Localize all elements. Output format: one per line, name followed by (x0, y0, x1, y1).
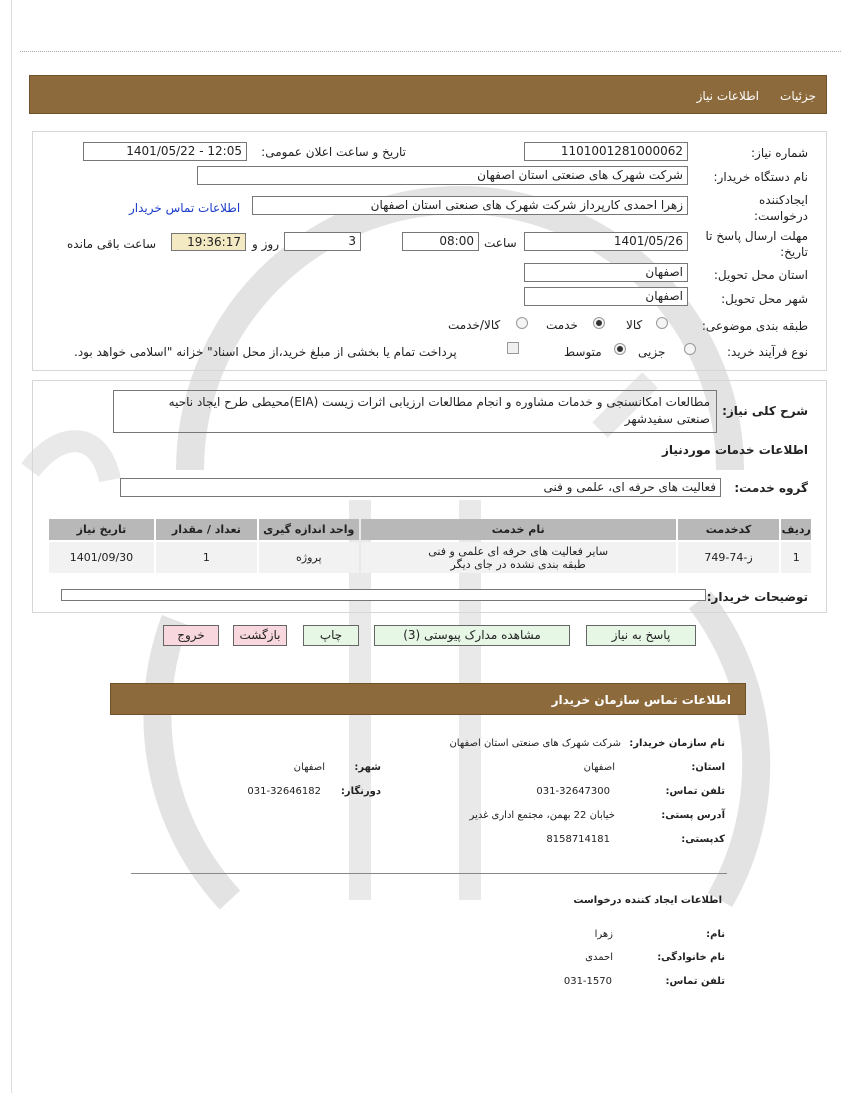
services-table-header (49, 519, 811, 540)
org-city-value: اصفهان (293, 762, 325, 773)
buyer-notes-label: توضیحات خریدار: (706, 590, 808, 604)
province-label: استان محل تحویل: (713, 268, 808, 282)
org-phone-label: تلفن تماس: (665, 786, 725, 797)
cell-qty: 1 (156, 542, 257, 573)
top-divider (20, 51, 841, 52)
col-date: تاریخ نیاز (49, 519, 154, 540)
creator-label-2: درخواست: (754, 209, 808, 223)
description-label: شرح کلی نیاز: (722, 404, 808, 418)
services-heading: اطلاعات خدمات موردنیاز (661, 443, 808, 457)
time-label: ساعت (484, 236, 517, 250)
org-province-value: اصفهان (583, 762, 615, 773)
treasury-payment-note: پرداخت تمام یا بخشی از مبلغ خرید،از محل اسناد" خزانه "اسلامی خواهد بود. (74, 345, 457, 359)
remaining-label: ساعت باقی مانده (67, 237, 157, 251)
org-province-label: استان: (691, 762, 725, 773)
category-goods-radio[interactable] (656, 317, 668, 329)
category-both-radio[interactable] (516, 317, 528, 329)
announce-label: تاریخ و ساعت اعلان عمومی: (261, 145, 406, 159)
creator-field: زهرا احمدی کارپرداز شرکت شهرک های صنعتی استان اصفهان (252, 196, 688, 215)
col-code: کدخدمت (678, 519, 780, 540)
category-service-radio[interactable] (593, 317, 605, 329)
process-minor-radio[interactable] (684, 343, 696, 355)
org-name-label: نام سازمان خریدار: (629, 738, 725, 749)
category-goods-label: کالا (626, 318, 643, 332)
org-fax-value: 031-32646182 (247, 786, 321, 797)
deadline-label-2: تاریخ: (780, 245, 808, 259)
category-label: طبقه بندی موضوعی: (701, 319, 808, 333)
remaining-timer: 19:36:17 (171, 233, 246, 251)
requester-first-label: نام: (706, 929, 725, 940)
description-line-2: صنعتی سفیدشهر (624, 412, 710, 426)
service-group-label: گروه خدمت: (734, 481, 808, 495)
process-label: نوع فرآیند خرید: (727, 345, 808, 359)
attachments-button[interactable]: مشاهده مدارک پیوستی (3) (374, 625, 570, 646)
requester-last-value: احمدی (585, 952, 613, 963)
org-phone-value: 031-32647300 (536, 786, 610, 797)
buyer-label: نام دستگاه خریدار: (713, 170, 808, 184)
org-contact-bar (110, 683, 746, 715)
deadline-time-field: 08:00 (402, 232, 479, 251)
org-postal-label: کدپستی: (681, 834, 725, 845)
requester-last-label: نام خانوادگی: (657, 952, 725, 963)
left-border (11, 0, 12, 1093)
cell-code: ز-74-749 (678, 542, 780, 573)
description-line-1: مطالعات امکانسنجی و خدمات مشاوره و انجام مطالعات ارزیابی اثرات زیست (EIA)محیطی طرح ایجاد ناحیه (168, 395, 710, 409)
col-name: نام خدمت (361, 519, 676, 540)
creator-label-1: ایجادکننده (759, 193, 808, 207)
service-group-field: فعالیت های حرفه ای، علمی و فنی (120, 478, 721, 497)
requester-phone-value: 031-1570 (563, 976, 612, 987)
org-name-value: شرکت شهرک های صنعتی استان اصفهان (449, 738, 621, 749)
deadline-date-field: 1401/05/26 (524, 232, 688, 251)
cell-name (361, 542, 676, 573)
province-field: اصفهان (524, 263, 688, 282)
cell-row: 1 (781, 542, 811, 573)
table-row (49, 542, 811, 573)
org-postal-value: 8158714181 (546, 834, 610, 845)
section-divider (131, 873, 727, 874)
need-number-field: 1101001281000062 (524, 142, 688, 161)
cell-unit: پروژه (259, 542, 359, 573)
day-label: روز و (252, 237, 279, 251)
org-address-label: آدرس پستی: (661, 810, 725, 821)
process-medium-radio[interactable] (614, 343, 626, 355)
tab-need-info[interactable]: اطلاعات نیاز (696, 89, 759, 103)
back-button[interactable]: بازگشت (233, 625, 287, 646)
exit-button[interactable]: خروج (163, 625, 219, 646)
description-box (113, 390, 717, 433)
process-minor-label: جزیی (638, 345, 666, 359)
requester-title: اطلاعات ایجاد کننده درخواست (573, 895, 722, 906)
org-contact-title: اطلاعات تماس سازمان خریدار (551, 693, 731, 707)
cell-name-line-1: سایر فعالیت های حرفه ای علمی و فنی (428, 544, 609, 558)
reply-button[interactable]: پاسخ به نیاز (586, 625, 696, 646)
city-label: شهر محل تحویل: (721, 292, 808, 306)
treasury-payment-checkbox[interactable] (507, 342, 519, 354)
col-unit: واحد اندازه گیری (259, 519, 359, 540)
need-number-label: شماره نیاز: (751, 146, 808, 160)
days-field: 3 (284, 232, 361, 251)
requester-first-value: زهرا (594, 929, 613, 940)
org-city-label: شهر: (354, 762, 381, 773)
tab-details[interactable]: جزئیات (780, 89, 816, 103)
category-service-label: خدمت (546, 318, 578, 332)
org-address-value: خیابان 22 بهمن، مجتمع اداری غدیر (469, 810, 615, 821)
buyer-field: شرکت شهرک های صنعتی استان اصفهان (197, 166, 688, 185)
col-row: ردیف (781, 519, 811, 540)
process-medium-label: متوسط (564, 345, 602, 359)
org-fax-label: دورنگار: (340, 786, 381, 797)
buyer-contact-link[interactable]: اطلاعات تماس خریدار (129, 201, 241, 215)
requester-phone-label: تلفن تماس: (665, 976, 725, 987)
print-button[interactable]: چاپ (303, 625, 359, 646)
city-field: اصفهان (524, 287, 688, 306)
services-table (47, 517, 813, 575)
buyer-notes-field (61, 589, 706, 601)
deadline-label-1: مهلت ارسال پاسخ تا (705, 229, 808, 243)
cell-date: 1401/09/30 (49, 542, 154, 573)
category-both-label: کالا/خدمت (448, 318, 501, 332)
col-qty: تعداد / مقدار (156, 519, 257, 540)
announce-field: 1401/05/22 - 12:05 (83, 142, 247, 161)
header-bar (29, 75, 827, 114)
cell-name-line-2: طبقه بندی نشده در جای دیگر (450, 557, 586, 571)
